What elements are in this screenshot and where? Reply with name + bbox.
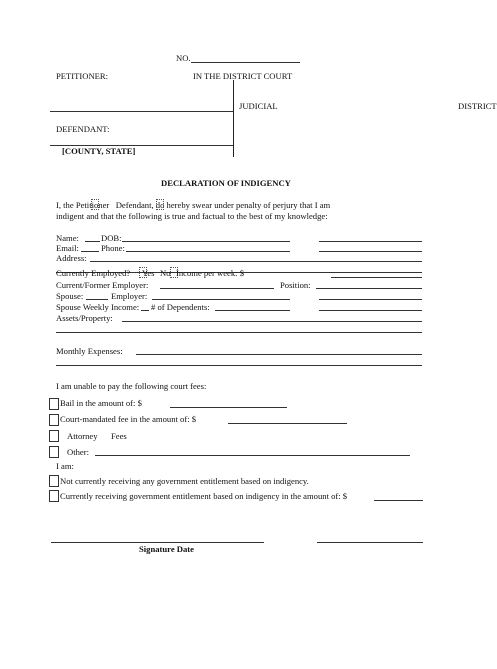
spouse-income-label: Spouse Weekly Income: <box>56 302 140 312</box>
court-label: IN THE DISTRICT COURT <box>193 71 293 81</box>
defendant-checkbox[interactable] <box>156 199 164 210</box>
date-line[interactable] <box>317 542 423 543</box>
fees-intro: I am unable to pay the following court fees: <box>56 381 207 391</box>
receiving-checkbox[interactable] <box>49 490 59 502</box>
attorney-fees-checkbox[interactable] <box>49 430 59 442</box>
district-label: DISTRICT <box>458 101 497 111</box>
fees-label: Fees <box>111 431 127 441</box>
assets-line-2[interactable] <box>56 332 422 333</box>
employer-label: Current/Former Employer: <box>56 280 149 290</box>
i-am-label: I am: <box>56 461 74 471</box>
receiving-amount-line[interactable] <box>374 500 423 501</box>
petitioner-label: PETITIONER: <box>56 71 109 81</box>
address-line[interactable] <box>90 261 422 262</box>
spouse-income-line[interactable] <box>141 310 149 311</box>
phone-label: Phone: <box>101 243 125 253</box>
intro-prefix: I, the <box>56 200 74 210</box>
position-label: Position: <box>280 280 311 290</box>
defendant-option: Defendant <box>115 200 152 210</box>
email-line[interactable] <box>81 251 99 252</box>
other-label: Other: <box>67 447 89 457</box>
court-fee-checkbox[interactable] <box>49 414 59 426</box>
bail-label: Bail in the amount of: $ <box>60 398 142 408</box>
attorney-label: Attorney <box>67 431 98 441</box>
employed-label: Currently Employed? <box>56 268 131 278</box>
spouse-line[interactable] <box>86 299 108 300</box>
petitioner-option: Petitioner <box>75 200 110 210</box>
signature-line[interactable] <box>51 542 264 543</box>
assets-label: Assets/Property: <box>56 313 113 323</box>
name-line[interactable] <box>85 241 100 242</box>
dob-label: DOB: <box>101 233 122 243</box>
monthly-expenses-line[interactable] <box>136 354 422 355</box>
email-label: Email: <box>56 243 79 253</box>
petitioner-line[interactable] <box>50 111 233 112</box>
signature-date-label: Signature Date <box>139 544 194 554</box>
case-number-line[interactable] <box>191 62 300 63</box>
spouse-income-extra-line[interactable] <box>319 310 422 311</box>
spouse-employer-label: Employer: <box>111 291 148 301</box>
form-title: DECLARATION OF INDIGENCY <box>161 178 291 188</box>
spouse-employer-line[interactable] <box>152 299 290 300</box>
address-label: Address: <box>56 253 87 263</box>
income-line[interactable] <box>331 277 422 278</box>
case-number-label: NO. <box>176 53 191 63</box>
petitioner-checkbox[interactable] <box>91 199 99 210</box>
income-label: Income per week: $ <box>176 268 245 278</box>
name-extra-line[interactable] <box>319 241 422 242</box>
other-line[interactable] <box>95 455 410 456</box>
monthly-expenses-line-2[interactable] <box>56 365 422 366</box>
dependents-line[interactable] <box>215 310 290 311</box>
phone-line[interactable] <box>126 251 290 252</box>
employed-yes-label: Yes <box>142 268 155 278</box>
assets-line[interactable] <box>122 321 422 322</box>
court-fee-line[interactable] <box>228 423 347 424</box>
judicial-label: JUDICIAL <box>239 101 278 111</box>
court-fee-label: Court-mandated fee in the amount of: $ <box>60 414 197 424</box>
intro-suffix: , do hereby swear under penalty of perjury that I am <box>151 200 331 210</box>
not-receiving-label: Not currently receiving any government entitlement based on indigency. <box>60 476 309 486</box>
spouse-extra-line[interactable] <box>319 299 422 300</box>
intro-line-2: indigent and that the following is true and factual to the best of my knowledge: <box>56 211 328 221</box>
other-fee-checkbox[interactable] <box>49 446 59 458</box>
receiving-label: Currently receiving government entitlement based on indigency in the amount of: $ <box>60 491 348 501</box>
caption-divider <box>233 80 234 157</box>
monthly-expenses-label: Monthly Expenses: <box>56 346 123 356</box>
bail-checkbox[interactable] <box>49 398 59 410</box>
email-extra-line[interactable] <box>319 251 422 252</box>
dependents-label: # of Dependents: <box>151 302 210 312</box>
bail-line[interactable] <box>170 407 287 408</box>
not-receiving-checkbox[interactable] <box>49 475 59 487</box>
employed-no-label: No <box>160 268 171 278</box>
position-line[interactable] <box>316 288 422 289</box>
county-state-label: [COUNTY, STATE] <box>62 146 136 156</box>
name-label: Name: <box>56 233 79 243</box>
defendant-label: DEFENDANT: <box>56 124 110 134</box>
employer-line[interactable] <box>160 288 274 289</box>
dob-line[interactable] <box>122 241 290 242</box>
spouse-label: Spouse: <box>56 291 84 301</box>
